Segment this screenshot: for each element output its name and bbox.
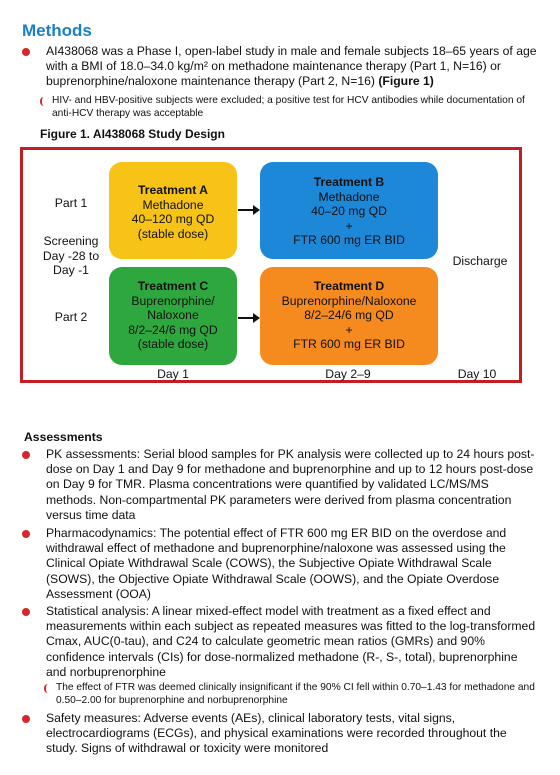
assessment-item xyxy=(22,447,538,523)
assessment-item xyxy=(22,526,538,602)
part1-label: Part 1 xyxy=(54,196,88,210)
treatment-a-title: Treatment A xyxy=(138,183,208,197)
figure-title: Figure 1. AI438068 Study Design xyxy=(40,127,225,141)
treatment-d-title: Treatment D xyxy=(313,279,385,293)
treatment-a-line: Methadone xyxy=(142,197,204,212)
assessment-sub-text: The effect of FTR was deemed clinically insignificant if the 90% CI fell within 0.70–1.43 for methadone and 0.50–2.00 for buprenorphine and norbuprenorphine xyxy=(56,682,535,706)
treatment-d-box xyxy=(260,267,438,365)
bullet-dot xyxy=(22,608,30,616)
treatment-d-line: + xyxy=(345,322,353,337)
assessment-text: PK assessments: Serial blood samples for PK analysis were collected up to 24 hours post-dose on Day 1 and Day 9 for methadone and buprenorphine and up to 12 hours post-dose on Day 9 for TMR. Plasma concentrations were quantified by validated LC/MS/MS methods. Non-compartmental PK parameters were derived from plasma concentration versus time data xyxy=(46,447,535,522)
bullet-dot xyxy=(22,530,30,538)
assessment-item xyxy=(22,711,538,757)
sub-bullet-mark xyxy=(44,684,51,693)
treatment-b-line: + xyxy=(345,218,353,233)
intro-text: AI438068 was a Phase I, open-label study in male and female subjects 18–65 years of age with a BMI of 18.0–34.0 kg/m² on methadone maintenance therapy (Part 1, N=16) or buprenorphine/naloxone maintenance therapy (Part 2, N=16) xyxy=(46,44,537,89)
treatment-c-line: (stable dose) xyxy=(137,337,209,352)
treatment-a-line: 40–120 mg QD xyxy=(131,212,215,227)
bullet-dot xyxy=(22,715,30,723)
assessment-text: Safety measures: Adverse events (AEs), clinical laboratory tests, vital signs, electrocardiograms (ECGs), and physical examinations were recorded throughout the study. Signs of withdrawal or toxicity were monitored xyxy=(46,711,507,756)
bullet-dot xyxy=(22,451,30,459)
part2-label: Part 2 xyxy=(54,310,88,324)
treatment-c-box xyxy=(109,267,237,365)
assessment-text: Statistical analysis: A linear mixed-effect model with treatment as a fixed effect and measurements within each subject as repeated measures was fitted to the log-transformed Cmax, AUC(0-tau), and C24 to calculate geometric mean ratios (GMRs) and 90% confidence intervals (CIs) for dose-normalized methadone (R-, S-, total), buprenorphine and norbuprenorphine xyxy=(46,604,536,679)
intro-sub-bullet xyxy=(40,94,538,120)
day2-9-label: Day 2–9 xyxy=(325,367,371,381)
intro-bullet xyxy=(22,44,538,90)
screening-label: Screening Day -28 to Day -1 xyxy=(42,234,100,278)
sub-bullet-mark xyxy=(40,97,47,106)
assessment-sub-item xyxy=(44,681,538,707)
assessment-item xyxy=(22,604,538,680)
treatment-b-title: Treatment B xyxy=(313,175,385,189)
intro-sub-text: HIV- and HBV-positive subjects were excluded; a positive test for HCV antibodies while documentation of anti-HCV therapy was acceptable xyxy=(52,95,525,119)
arrow-c-to-d xyxy=(238,317,258,319)
bullet-dot xyxy=(22,48,30,56)
treatment-a-box xyxy=(109,162,237,259)
treatment-c-title: Treatment C xyxy=(137,279,209,293)
assessments-title: Assessments xyxy=(24,430,103,444)
treatment-d-line: FTR 600 mg ER BID xyxy=(293,337,405,352)
assessment-text: Pharmacodynamics: The potential effect of FTR 600 mg ER BID on the overdose and withdrawal effect of methadone and buprenorphine/naloxone was assessed using the Clinical Opiate Withdrawal Scale (COWS), the Subjective Opiate Withdrawal Scale (SOWS), the Objective Opiate Withdrawal Scale (OOWS), and the Opiate Overdose Assessment (OOA) xyxy=(46,526,507,601)
day1-label: Day 1 xyxy=(157,367,189,381)
treatment-d-line: Buprenorphine/Naloxone xyxy=(281,293,417,308)
treatment-c-line: Naloxone xyxy=(147,308,199,323)
treatment-c-line: Buprenorphine/ xyxy=(131,293,215,308)
treatment-b-line: Methadone xyxy=(318,189,380,204)
treatment-b-line: FTR 600 mg ER BID xyxy=(293,233,405,248)
treatment-b-box xyxy=(260,162,438,259)
figure-frame xyxy=(20,147,522,383)
treatment-b-line: 40–20 mg QD xyxy=(311,204,387,219)
day10-label: Day 10 xyxy=(457,367,497,381)
treatment-a-line: (stable dose) xyxy=(137,226,209,241)
arrow-a-to-b xyxy=(238,209,258,211)
figure-ref: (Figure 1) xyxy=(378,74,434,89)
discharge-label: Discharge xyxy=(452,254,508,268)
treatment-d-line: 8/2–24/6 mg QD xyxy=(304,308,394,323)
section-title: Methods xyxy=(22,21,92,40)
treatment-c-line: 8/2–24/6 mg QD xyxy=(128,322,218,337)
